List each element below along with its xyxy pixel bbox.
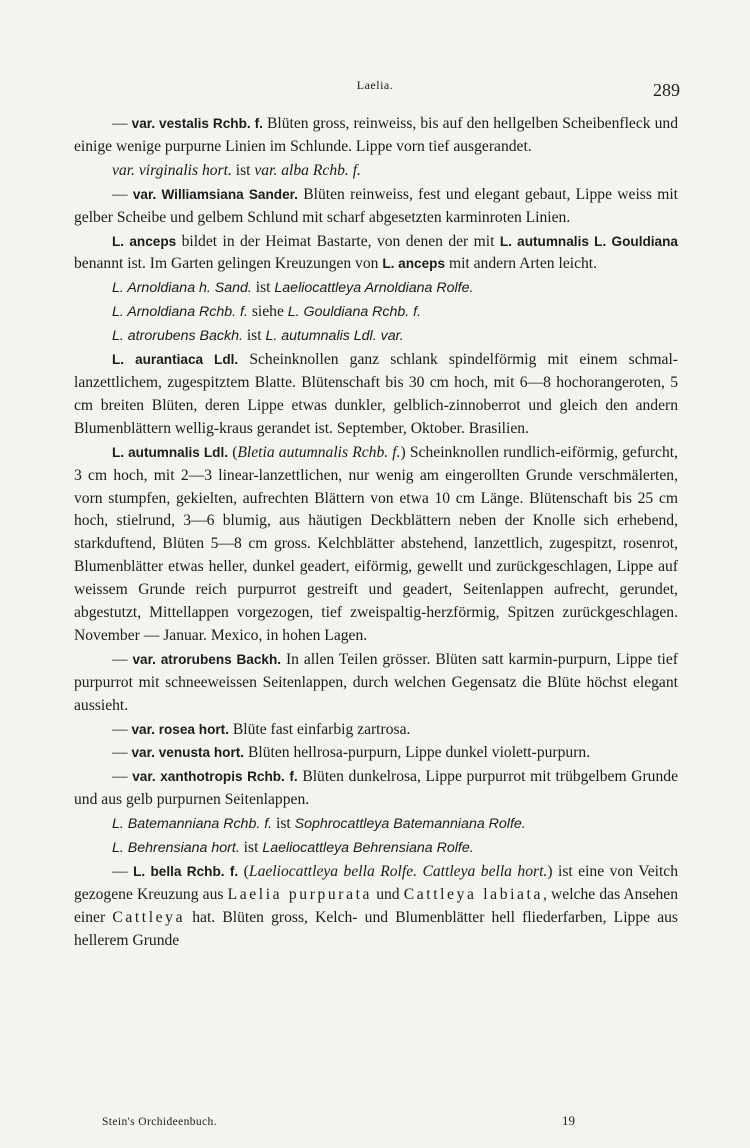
paragraph-group-2 (74, 349, 678, 812)
bold-term: L. autumnalis Ldl. (112, 444, 229, 460)
text-run: — (112, 744, 132, 762)
reference-line (74, 301, 678, 324)
bold-term: L. bella Rchb. f. (133, 864, 239, 879)
bold-term: L. aurantiaca Ldl. (112, 352, 239, 368)
text-run: siehe (247, 303, 288, 321)
text-run: Blüten gross, reinweiss, bis auf den hellgelben Scheibenfleck und einige wenige purpurne Linien im Schlunde. Lippe vorn tief ausgerandet. (74, 115, 679, 155)
paragraph-group-1 (74, 113, 678, 276)
text-run: und (372, 885, 404, 903)
bold-term: var. Williamsiana Sander. (132, 186, 298, 202)
text-run: benannt ist. Im Garten gelingen Kreuzungen von (74, 255, 383, 273)
text-run: — (112, 863, 134, 880)
reference-line (74, 837, 678, 860)
text-run: ) Scheinknollen rundlich-eiförmig, gefurcht, 3 cm hoch, mit 2—3 linear-lanzettlichen, nur wenig am eingerollten Grunde verschmälerten, vorn stumpfen, gekielten, aufrechten Blättern von etwa 10 cm Länge. Blütenschaft bis 25 cm hoch, stielrund, 3—6 blumig, aus häutigen Deckblättern neben der Knolle sich erhebend, starkduftend, Blüten 5—8 cm gross. Kelchblätter abstehend, lanzettlich, zugespitzt, rosenrot, Blumenblätter etwas heller, dunkel geadert, eiförmig, gewellt und zurückgeschlagen, Lippe auf weissem Grunde reich purpurrot gestreift und geadert, Seitenlappen aufrecht, gerundet, abgestutzt, Mittellappen vorgezogen, tief zweispaltig-herzförmig, Spitzen zurückgeschlagen. November — Januar. Mexico, in hohen Lagen. (74, 443, 678, 644)
reference-line (74, 277, 678, 300)
paragraph (74, 766, 678, 812)
text-run: ist (251, 279, 275, 297)
paragraph (74, 231, 678, 277)
text-run: ist (272, 815, 295, 833)
text-run: , welche das Ansehen einer (74, 885, 678, 926)
reference-line (74, 325, 678, 348)
bold-term: var. vestalis Rchb. f. (131, 116, 263, 131)
spaced-term: Cattleya labiata (403, 885, 543, 903)
paragraph (74, 861, 678, 953)
text-run: Blüten reinweiss, fest und elegant gebaut, Lippe weiss mit gelber Scheibe und gelbem Schlund mit scharf abgesetzten karminroten Linien. (74, 185, 678, 226)
species-name: L. Arnoldiana Rchb. f. (112, 304, 248, 321)
spaced-term: Laelia purpurata (227, 885, 373, 903)
text-run: — (112, 115, 132, 132)
species-name: L. Behrensiana hort. (112, 840, 240, 857)
text-run: hat. Blüten gross, Kelch- und Blumenblätter hell fliederfarben, Lippe aus hellerem Grunde (74, 908, 678, 949)
text-run: Blüten hellrosa-purpurn, Lippe dunkel violett-purpurn. (244, 744, 591, 762)
reference-list-1 (74, 277, 678, 348)
page-body (74, 113, 678, 954)
species-name: L. Gouldiana Rchb. f. (287, 304, 422, 321)
paragraph (74, 349, 678, 441)
species-name: L. atrorubens Backh. (112, 328, 243, 345)
text-run: ) ist eine von Veitch gezogene Kreuzung aus (74, 863, 679, 903)
italic-term: Bletia autumnalis Rchb. f. (237, 443, 401, 461)
text-run: ( (238, 863, 249, 880)
running-title: Laelia. (356, 78, 394, 92)
paragraph (74, 742, 678, 765)
text-run: Blüten dunkelrosa, Lippe purpurrot mit trübgelbem Grunde und aus gelb purpurnen Seitenlappen. (74, 768, 678, 809)
text-run: ist (239, 839, 263, 857)
text-run: — (112, 185, 133, 203)
species-name: L. Batemanniana Rchb. f. (112, 816, 273, 833)
page-number: 289 (653, 80, 680, 100)
text-run: ( (228, 443, 238, 461)
text-run: In allen Teilen grösser. Blüten satt karmin-purpurn, Lippe tief purpurrot mit schneeweissen Seitenlappen, durch welchen Gegensatz die Blüte höchst elegant aussieht. (74, 650, 678, 714)
paragraph (74, 184, 678, 230)
bold-term: var. venusta hort. (131, 745, 245, 761)
text-run: — (112, 768, 133, 786)
bold-term: L. anceps (382, 256, 446, 272)
text-run: Blüte fast einfarbig zartrosa. (228, 720, 411, 738)
species-name: L. Arnoldiana h. Sand. (112, 280, 252, 297)
footer-book-title: Stein's Orchideenbuch. (102, 1116, 217, 1128)
species-name: L. autumnalis Ldl. var. (265, 328, 404, 345)
reference-line (74, 813, 678, 836)
species-name: Laeliocattleya Arnoldiana Rolfe. (274, 280, 474, 297)
paragraph (74, 719, 678, 742)
text-run: — (112, 720, 132, 738)
reference-list-2 (74, 813, 678, 860)
bold-term: var. atrorubens Backh. (132, 651, 282, 667)
footer-signature: 19 (562, 1113, 575, 1128)
spaced-term: Cattleya (112, 908, 186, 926)
text-run: bildet in der Heimat Bastarte, von denen der mit (176, 232, 500, 250)
bold-term: L. anceps (112, 233, 177, 249)
text-run: ist (242, 327, 266, 345)
bold-term: var. xanthotropis Rchb. f. (132, 769, 298, 785)
text-run: mit andern Arten leicht. (445, 255, 598, 273)
bold-term: L. autumnalis L. Gouldiana (499, 233, 678, 249)
text-run: ist (231, 161, 255, 179)
species-name: Sophrocattleya Batemanniana Rolfe. (294, 816, 526, 833)
species-name: Laeliocattleya Behrensiana Rolfe. (262, 840, 474, 857)
paragraph (74, 649, 678, 718)
paragraph-group-3 (74, 861, 678, 953)
text-run: Scheinknollen ganz schlank spindelförmig mit einem schmal-lanzettlichem, zugespitztem Blatte. Blütenschaft bis 30 cm hoch, mit 6—8 hochorangeroten, 5 cm breiten Blüten, deren Lippe etwas dunkler, gelblich-zinnoberrot und gleich den andern Blumenblättern wellig-kraus gerandet ist. September, Oktober. Brasilien. (74, 351, 678, 437)
text-run: — (112, 650, 133, 668)
paragraph (74, 442, 678, 648)
italic-term: Laeliocattleya bella Rolfe. Cattleya bella hort. (248, 863, 548, 880)
paragraph (74, 160, 678, 183)
italic-term: var. virginalis hort. (112, 161, 232, 179)
italic-term: var. alba Rchb. f. (254, 161, 361, 179)
paragraph (74, 113, 678, 159)
bold-term: var. rosea hort. (131, 721, 229, 737)
